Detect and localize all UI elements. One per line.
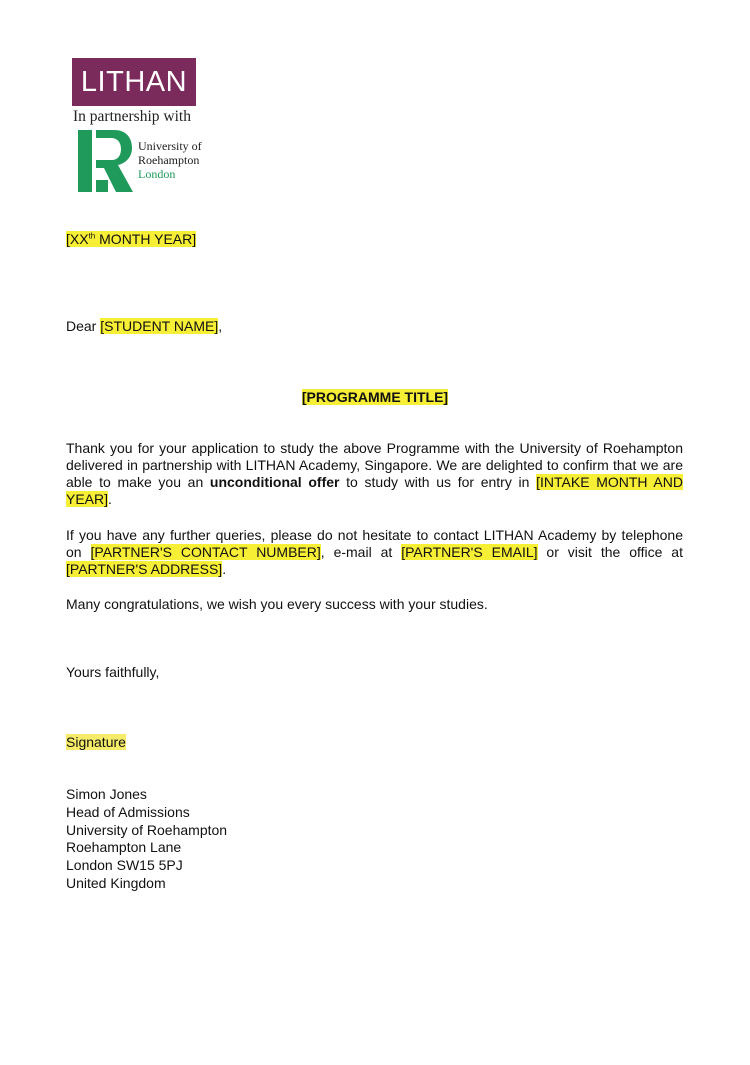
paragraph-offer: Thank you for your application to study the above Programme with the University of Roehampton delivered in partnership with LITHAN Academy, Singapore. We are delighted to confirm that we are able to make you an unconditional offer to study with us for entry in [INTAKE MONTH AND YEAR]. (66, 440, 683, 507)
closing: Yours faithfully, (66, 664, 160, 680)
student-name-placeholder: [STUDENT NAME] (100, 318, 219, 334)
signature (66, 734, 126, 751)
intake-placeholder: [INTAKE MONTH AND YEAR] (66, 474, 683, 507)
roehampton-logo-line1: University of (138, 139, 202, 153)
signatory-country: United Kingdom (66, 874, 166, 891)
contact-number-placeholder: [PARTNER'S CONTACT NUMBER] (90, 544, 321, 560)
unconditional-offer-text: unconditional offer (209, 474, 340, 490)
signature-placeholder: Signature (66, 734, 126, 750)
signatory-block (66, 786, 227, 893)
signatory-title: Head of Admissions (66, 803, 190, 820)
lithan-logo (72, 58, 196, 106)
roehampton-logo-line3: London (138, 167, 176, 181)
roehampton-logo-icon (78, 130, 134, 192)
signatory-name: Simon Jones (66, 786, 147, 802)
programme-title-placeholder: [PROGRAMME TITLE] (301, 389, 449, 405)
signatory-street: Roehampton Lane (66, 839, 182, 856)
signatory-city: London SW15 5PJ (66, 857, 183, 874)
signatory-organisation: University of Roehampton (66, 821, 228, 838)
email-placeholder: [PARTNER'S EMAIL] (401, 544, 538, 560)
partnership-text: In partnership with (73, 108, 191, 125)
date-placeholder: [XXth MONTH YEAR] (66, 231, 197, 247)
paragraph-contact: If you have any further queries, please do not hesitate to contact LITHAN Academy by telephone on [PARTNER'S CONTACT NUMBER], e-mail at [PARTNER'S EMAIL] or visit the office at [PARTNER'S ADDRESS]. (66, 527, 683, 577)
lithan-logo-text: LITHAN (80, 65, 188, 98)
address-placeholder: [PARTNER'S ADDRESS] (66, 561, 223, 577)
paragraph-congratulations: Many congratulations, we wish you every success with your studies. (66, 596, 488, 612)
salutation: Dear [STUDENT NAME], (66, 318, 223, 334)
programme-title (0, 389, 750, 406)
roehampton-logo-line2: Roehampton (138, 153, 200, 167)
roehampton-logo-text (138, 139, 202, 181)
letter-date (66, 231, 196, 248)
